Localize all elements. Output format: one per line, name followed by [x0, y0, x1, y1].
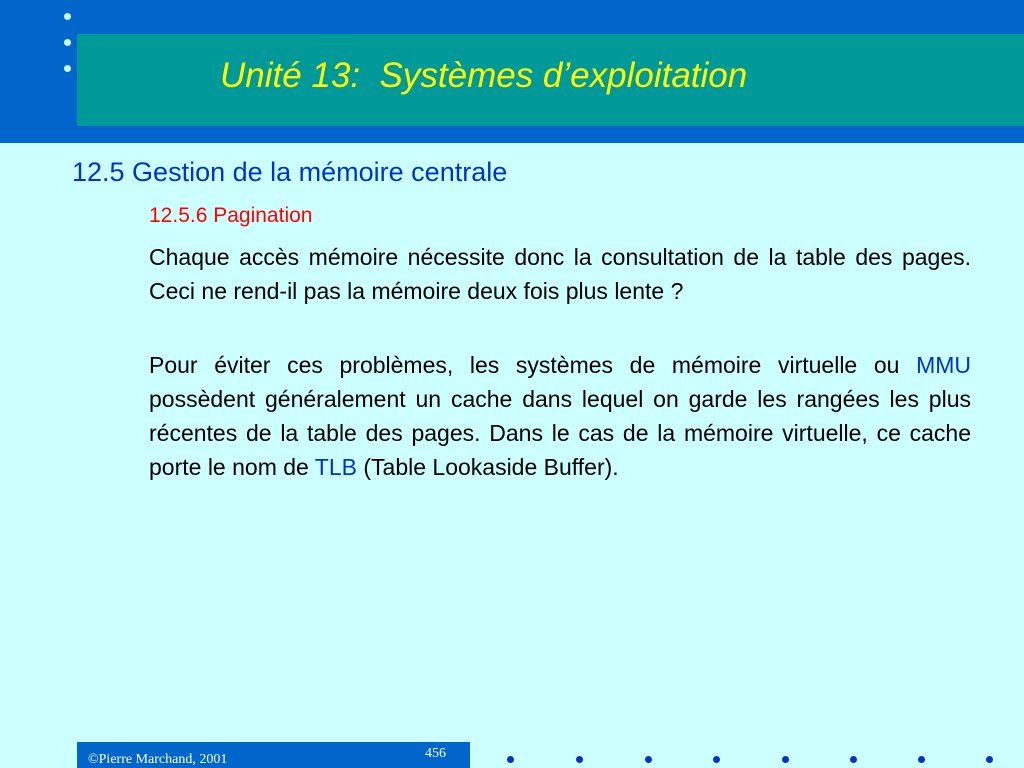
body-paragraph-2 — [149, 348, 971, 484]
subsection-heading: 12.5.6 Pagination — [149, 204, 313, 227]
footer-dot — [850, 756, 857, 763]
footer-dot — [918, 756, 925, 763]
paragraph-text: possèdent généralement un cache dans lequel on garde les rangées les plus récentes de la table des pages. Dans le cas de la mémoire virtuelle, ce cache porte le nom de — [149, 386, 971, 480]
footer-dot — [713, 756, 720, 763]
footer-dot — [507, 756, 514, 763]
page-number: 456 — [425, 746, 446, 761]
footer-dot — [782, 756, 789, 763]
footer-dot — [576, 756, 583, 763]
body-paragraph-1: Chaque accès mémoire nécessite donc la consultation de la table des pages. Ceci ne rend-il pas la mémoire deux fois plus lente ? — [149, 244, 971, 304]
footer-dot — [986, 756, 993, 763]
slide-title: Unité 13: Systèmes d’exploitation — [220, 56, 748, 95]
term-mmu: MMU — [916, 352, 971, 378]
paragraph-text: (Table Lookaside Buffer). — [356, 454, 619, 480]
section-heading: 12.5 Gestion de la mémoire centrale — [72, 157, 508, 187]
footer-dot — [645, 756, 652, 763]
header-dot — [64, 65, 71, 72]
header-dot — [64, 13, 71, 20]
footer-copyright: ©Pierre Marchand, 2001 — [88, 752, 228, 767]
term-tlb: TLB — [314, 454, 357, 480]
header-dot — [64, 39, 71, 46]
paragraph-text: Pour éviter ces problèmes, les systèmes de mémoire virtuelle ou — [149, 352, 917, 378]
